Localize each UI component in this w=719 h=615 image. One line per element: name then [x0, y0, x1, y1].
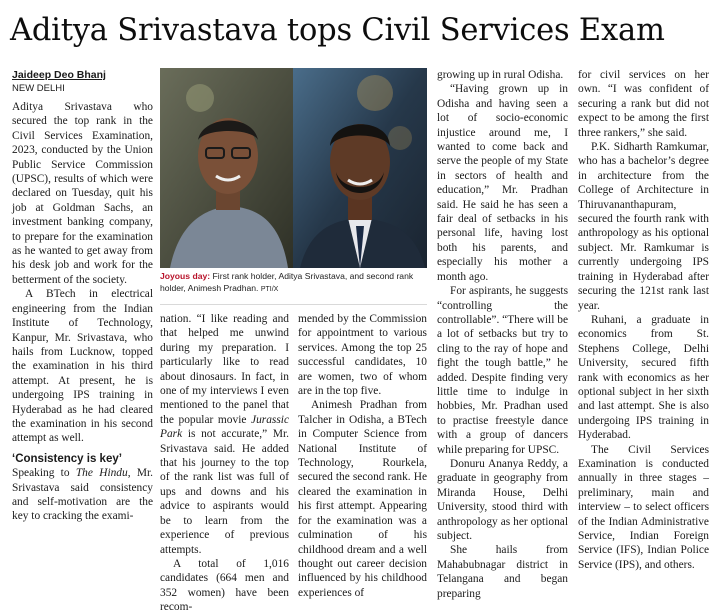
byline[interactable]: Jaideep Deo Bhanj [12, 69, 106, 81]
paragraph: Aditya Srivastava who secured the top rank in the Civil Services Examination, 2023, conducted by the Union Public Service Commission (UPSC), results of which were declared on Tuesday, quit his job at Goldman Sachs, an investment banking company, to prepare for the examination as he wanted to get away from his desk job and work for the betterment of the society. [12, 101, 153, 286]
paragraph: A total of 1,016 candidates (664 men and 352 women) have been recom- [160, 557, 289, 614]
column-5 [578, 68, 709, 572]
paragraph: Animesh Pradhan from Talcher in Odisha, a BTech in Computer Science from National Institute of Technology, Rourkela, secured the second rank. He cleared the examination in his first attempt. Appearing for the examination was a culmination of his childhood dream and a well thought out career decision influenced by his childhood experiences of [298, 399, 427, 599]
publication-name: The Hindu [75, 467, 128, 480]
paragraph [12, 466, 153, 524]
column-4 [437, 68, 568, 601]
paragraph-text: , Mr. Srivastava said consistency and self-motivation are the key to cracking the exami- [12, 467, 153, 523]
paragraph: P.K. Sidharth Ramkumar, who has a bachelor’s degree in architecture from the College of Architecture in Thiruvananthapuram, secured the fourth rank with anthropology as his optional subject. Mr. Ramkumar is currently undergoing IPS training in Hyderabad after securing the 121st rank last year. [578, 141, 709, 312]
paragraph [160, 312, 289, 557]
paragraph: A BTech in electrical engineering from the Indian Institute of Technology, Kanpur, Mr. Srivastava, who hails from Lucknow, topped the examination in his third attempt. At present, he is undergoing IPS training in Hyderabad as he had cleared the examination in his second attempt as well. [12, 288, 153, 445]
subheading: ‘Consistency is key’ [12, 452, 122, 465]
photo-illustration [160, 68, 427, 268]
paragraph-text: is not accurate,” Mr. Srivastava said. He added that his journey to the top of the rank list was full of ups and downs and his advice to aspirants would be to learn from the experience of previous attempts. [160, 428, 289, 556]
caption-lead: Joyous day: [160, 271, 211, 281]
column-3 [298, 312, 427, 600]
paragraph: Donuru Ananya Reddy, a graduate in geography from Miranda House, Delhi University, stood third with anthropology as her optional subject. [437, 457, 568, 542]
paragraph: “Having grown up in Odisha and having seen a lot of socio-economic injustice around me, I wanted to come back and serve the people of my State in sectors of health and education,” Mr. Pradhan said. He said he has seen a fair deal of setbacks in his personal life, having lost both his parents, and especially his mother a month ago. [437, 83, 568, 283]
paragraph: for civil services on her own. “I was confident of securing a rank but did not expect to be among the first three rankers,” she said. [578, 69, 709, 139]
photo-credit: PTI/X [260, 286, 279, 293]
photo-caption [160, 270, 427, 296]
paragraph: mended by the Commission for appointment to various services. Among the top 25 successful candidates, 10 are women, two of whom are in the top five. [298, 313, 427, 398]
movie-title: Jurassic Park [160, 413, 289, 441]
article-photo [160, 68, 427, 268]
headline: Aditya Srivastava tops Civil Services Exam [10, 13, 665, 48]
column-2 [160, 312, 289, 615]
paragraph-text: Speaking to [12, 467, 76, 480]
caption-text: First rank holder, Aditya Srivastava, and second rank holder, Animesh Pradhan. [160, 271, 414, 293]
column-1 [12, 68, 153, 524]
paragraph: For aspirants, he suggests “controlling the controllable”. “There will be a lot of setbacks but try to cling to the ray of hope and fight the tough battle,” he added. Despite finding very little time to indulge in hobbies, Mr. Pradhan used to practise freestyle dance with a group of dancers while preparing for UPSC. [437, 285, 568, 456]
paragraph: growing up in rural Odisha. [437, 69, 564, 81]
paragraph-text: nation. “I like reading and that helped me unwind during my preparation. I particularly like to read about dinosaurs. In fact, in one of my interviews I even mentioned to the panel that the popular movie [160, 313, 289, 426]
paragraph: Ruhani, a graduate in economics from St. Stephens College, Delhi University, secured fifth rank with economics as her optional subject in her sixth and last attempt. She is also undergoing IPS training in Hyderabad. [578, 313, 709, 442]
dateline: NEW DELHI [12, 83, 65, 94]
paragraph: The Civil Services Examination is conducted annually in three stages – preliminary, main and interview – to select officers of the Indian Administrative Service, Indian Foreign Service (IFS), Indian Police Service (IPS), and others. [578, 443, 709, 571]
caption-divider [160, 304, 427, 305]
paragraph: She hails from Mahabubnagar district in Telangana and began preparing [437, 544, 568, 600]
